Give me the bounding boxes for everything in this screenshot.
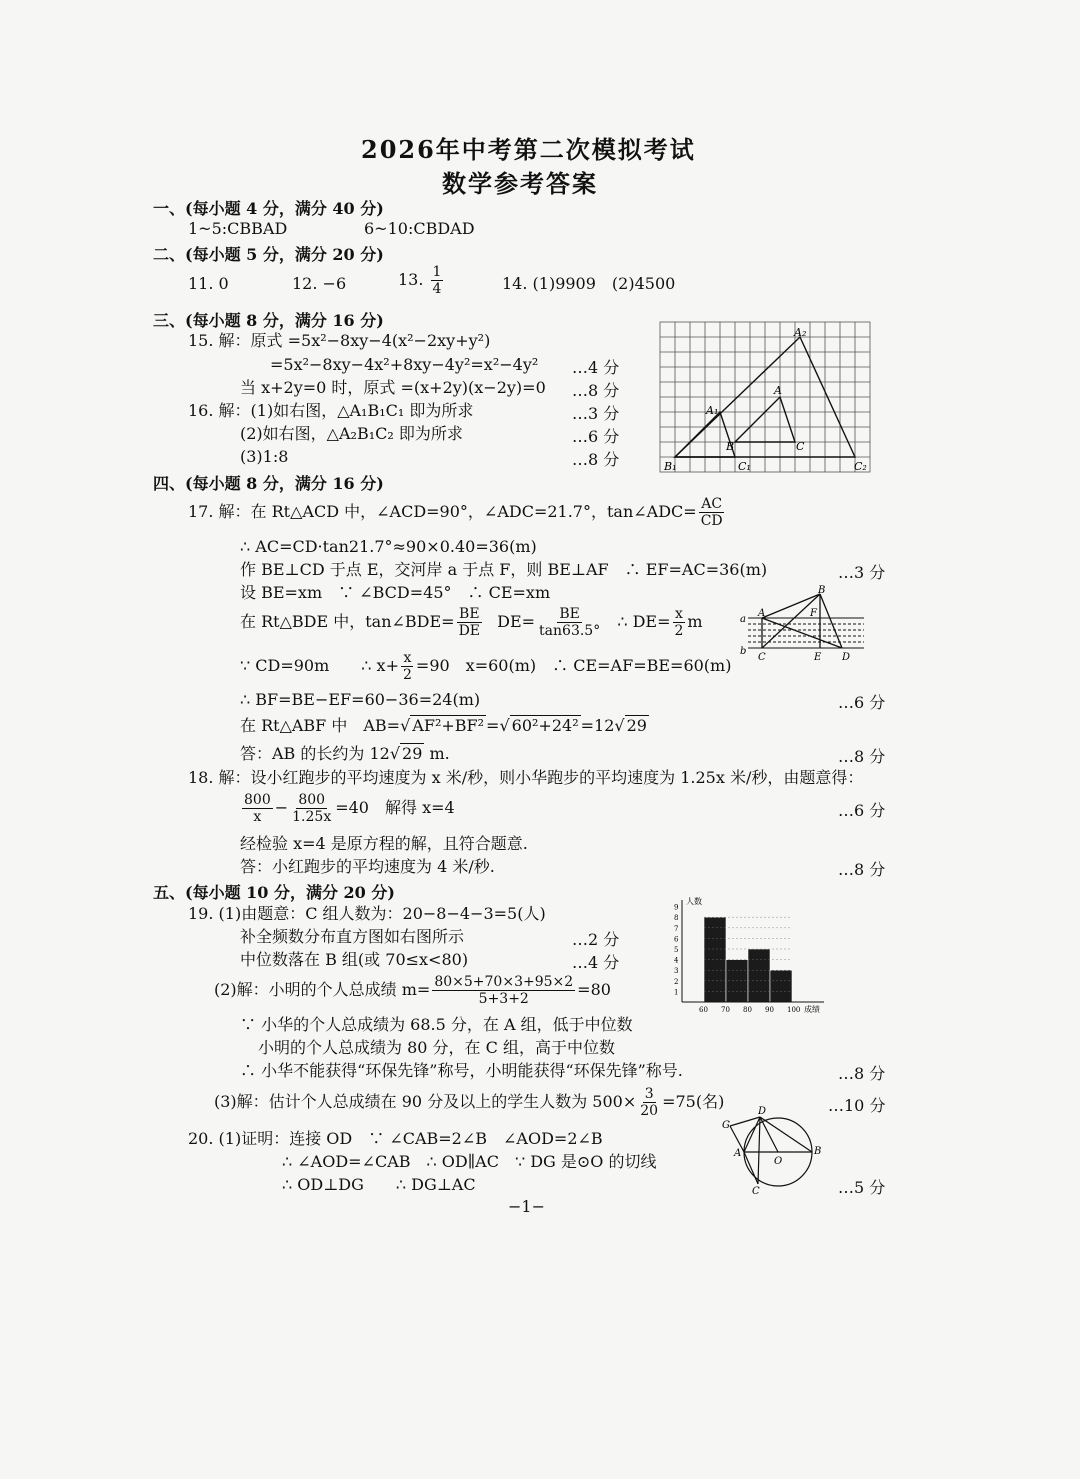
label-D: D bbox=[758, 1106, 767, 1117]
label-C2: C₂ bbox=[854, 460, 867, 473]
grid-triangle-figure bbox=[658, 320, 874, 478]
histogram-x-tick: 80 bbox=[743, 1006, 752, 1014]
histogram-y-tick: 2 bbox=[674, 977, 679, 986]
circle-figure bbox=[720, 1104, 830, 1194]
q15-score-4: …4 分 bbox=[572, 358, 620, 377]
q17-line4: 设 BE=xm ∵ ∠BCD=45° ∴ CE=xm bbox=[240, 583, 551, 602]
label-F: F bbox=[810, 608, 817, 619]
q15-line1: 15. 解：原式 =5x²−8xy−4(x²−2xy+y²) bbox=[188, 331, 491, 350]
histogram-y-tick: 4 bbox=[674, 956, 679, 965]
histogram-y-tick: 5 bbox=[674, 946, 679, 954]
q17-score-6: …6 分 bbox=[838, 693, 886, 712]
part3-heading: 三、(每小题 8 分，满分 16 分) bbox=[153, 311, 384, 330]
q17-line7: ∴ BF=BE−EF=60−36=24(m) bbox=[240, 690, 481, 709]
q15-line2: =5x²−8xy−4x²+8xy−4y²=x²−4y² bbox=[270, 355, 539, 374]
histogram-bar bbox=[704, 917, 726, 1002]
q20-score-5: …5 分 bbox=[838, 1178, 886, 1197]
label-A: A bbox=[758, 608, 766, 619]
q15-line3: 当 x+2y=0 时，原式 =(x+2y)(x−2y)=0 bbox=[240, 378, 546, 397]
q19-line1: 19. (1)由题意：C 组人数为：20−8−4−3=5(人) bbox=[188, 904, 546, 923]
histogram-x-label: 成绩 bbox=[804, 1005, 820, 1014]
q18-line2: $\frac{800}{x}$ − $\frac{800}{1.25x}$ =40 解得 x=4 bbox=[244, 792, 455, 825]
exam-subtitle: 数学参考答案 bbox=[442, 169, 598, 198]
q17-score-8: …8 分 bbox=[838, 747, 886, 766]
histogram-x-tick: 70 bbox=[721, 1006, 730, 1014]
label-C1: C₁ bbox=[738, 460, 751, 473]
q16-line2: (2)如右图，△A₂B₁C₂ 即为所求 bbox=[240, 424, 463, 443]
histogram-x-tick: 90 bbox=[765, 1006, 774, 1014]
label-C: C bbox=[752, 1186, 760, 1194]
q19-line3: 中位数落在 B 组(或 70≤x<80) bbox=[240, 950, 469, 969]
histogram-y-tick: 7 bbox=[674, 924, 679, 933]
q14-answer: 14. (1)9909 (2)4500 bbox=[502, 274, 676, 293]
page-number: −1− bbox=[508, 1197, 545, 1216]
q17-line9: 答：AB 的长约为 12√ 29 m. bbox=[240, 744, 450, 763]
q20-line3: ∴ OD⊥DG ∴ DG⊥AC bbox=[282, 1175, 476, 1194]
part1-answers-b: 6~10:CBDAD bbox=[364, 219, 475, 238]
q19-score-8: …8 分 bbox=[838, 1064, 886, 1083]
q17-line1: 17. 解：在 Rt△ACD 中，∠ACD=90°，∠ADC=21.7°，tan∠ADC= $\frac{AC}{CD}$ bbox=[188, 496, 723, 529]
label-B: B bbox=[814, 1146, 822, 1157]
q19-line4: (2)解：小明的个人总成绩 m= $\frac{80\times 5+70\times 3+95\times 2}{5+3+2}$ =80 bbox=[214, 974, 611, 1007]
q19-score-4: …4 分 bbox=[572, 953, 620, 972]
label-G: G bbox=[722, 1120, 730, 1131]
exam-title: 2026年中考第二次模拟考试 bbox=[361, 135, 696, 164]
q16-score-6: …6 分 bbox=[572, 427, 620, 446]
q16-score-8: …8 分 bbox=[572, 450, 620, 469]
q16-score-3: …3 分 bbox=[572, 404, 620, 423]
part4-heading: 四、(每小题 8 分，满分 16 分) bbox=[153, 474, 384, 493]
q19-line2: 补全频数分布直方图如右图所示 bbox=[240, 927, 465, 946]
label-C: C bbox=[758, 652, 766, 663]
river-figure bbox=[738, 584, 868, 666]
q12-answer: 12. −6 bbox=[292, 274, 347, 293]
q19-line7: ∴ 小华不能获得“环保先锋”称号，小明能获得“环保先锋”称号. bbox=[240, 1061, 683, 1080]
label-A: A bbox=[734, 1148, 742, 1159]
label-B: B bbox=[726, 440, 735, 453]
part2-heading: 二、(每小题 5 分，满分 20 分) bbox=[153, 245, 384, 264]
histogram-y-tick: 9 bbox=[674, 903, 679, 912]
q17-line3: 作 BE⊥CD 于点 E，交河岸 a 于点 F，则 BE⊥AF ∴ EF=AC=36(m) bbox=[240, 560, 768, 579]
histogram-x-tick: 100 bbox=[787, 1006, 801, 1014]
frequency-histogram bbox=[664, 894, 830, 1018]
q19-line6: 小明的个人总成绩为 80 分，在 C 组，高于中位数 bbox=[258, 1038, 615, 1057]
label-b: b bbox=[740, 646, 747, 657]
q11-answer: 11. 0 bbox=[188, 274, 229, 293]
label-A: A bbox=[774, 384, 782, 397]
q18-score-6: …6 分 bbox=[838, 801, 886, 820]
label-B: B bbox=[818, 585, 826, 596]
q18-line1: 18. 解：设小红跑步的平均速度为 x 米/秒，则小华跑步的平均速度为 1.25x 米/秒，由题意得： bbox=[188, 768, 864, 787]
label-A1: A₁ bbox=[706, 404, 719, 417]
label-B1: B₁ bbox=[664, 460, 677, 473]
histogram-bar bbox=[748, 949, 770, 1002]
histogram-y-tick: 1 bbox=[674, 988, 679, 997]
label-D: D bbox=[842, 652, 851, 663]
q16-line1: 16. 解：(1)如右图，△A₁B₁C₁ 即为所求 bbox=[188, 401, 474, 420]
histogram-x-tick: 60 bbox=[699, 1006, 708, 1014]
part5-heading: 五、(每小题 10 分，满分 20 分) bbox=[153, 883, 395, 902]
part1-heading: 一、(每小题 4 分，满分 40 分) bbox=[153, 199, 384, 218]
histogram-y-tick: 6 bbox=[674, 935, 679, 944]
q18-line4: 答：小红跑步的平均速度为 4 米/秒. bbox=[240, 857, 495, 876]
q17-line5: 在 Rt△BDE 中，tan∠BDE= $\frac{BE}{DE}$ DE= $\frac{BE}{\tan 63.5^\circ}$ ∴ DE= $\frac{x}{2}$ m bbox=[240, 606, 703, 639]
q20-line2: ∴ ∠AOD=∠CAB ∴ OD∥AC ∵ DG 是⊙O 的切线 bbox=[282, 1152, 657, 1171]
q16-line3: (3)1:8 bbox=[240, 447, 289, 466]
histogram-y-label: 人数 bbox=[686, 897, 702, 906]
q18-line3: 经检验 x=4 是原方程的解，且符合题意. bbox=[240, 834, 528, 853]
q17-score-3: …3 分 bbox=[838, 563, 886, 582]
part1-answers-a: 1~5:CBBAD bbox=[188, 219, 288, 238]
q17-line6: ∵ CD=90m ∴ x+ $\frac{x}{2}$ =90 x=60(m) ∴ CE=AF=BE=60(m) bbox=[240, 650, 732, 683]
q18-score-8: …8 分 bbox=[838, 860, 886, 879]
q15-score-8: …8 分 bbox=[572, 381, 620, 400]
q19-line8: (3)解：估计个人总成绩在 90 分及以上的学生人数为 500× $\frac{3}{20}$ =75(名) bbox=[214, 1086, 725, 1119]
q19-line5: ∵ 小华的个人总成绩为 68.5 分，在 A 组，低于中位数 bbox=[240, 1015, 633, 1034]
q13-answer: 13. $\frac{1}{4}$ bbox=[398, 264, 442, 297]
q20-line1: 20. (1)证明：连接 OD ∵ ∠CAB=2∠B ∠AOD=2∠B bbox=[188, 1129, 603, 1148]
q19-score-2: …2 分 bbox=[572, 930, 620, 949]
label-C: C bbox=[796, 440, 805, 453]
label-E: E bbox=[814, 652, 822, 663]
q17-line2: ∴ AC=CD·tan21.7°≈90×0.40=36(m) bbox=[240, 537, 537, 556]
histogram-y-tick: 3 bbox=[674, 967, 679, 976]
q19-score-10: …10 分 bbox=[828, 1096, 886, 1115]
label-A2: A₂ bbox=[794, 326, 807, 339]
label-a: a bbox=[740, 614, 746, 625]
histogram-y-tick: 8 bbox=[674, 914, 679, 923]
q17-line8: 在 Rt△ABF 中 AB=√ AF²+BF² =√ 60²+24² =12√ 29 bbox=[240, 716, 647, 735]
histogram-bar bbox=[770, 970, 792, 1002]
label-O: O bbox=[774, 1156, 783, 1167]
